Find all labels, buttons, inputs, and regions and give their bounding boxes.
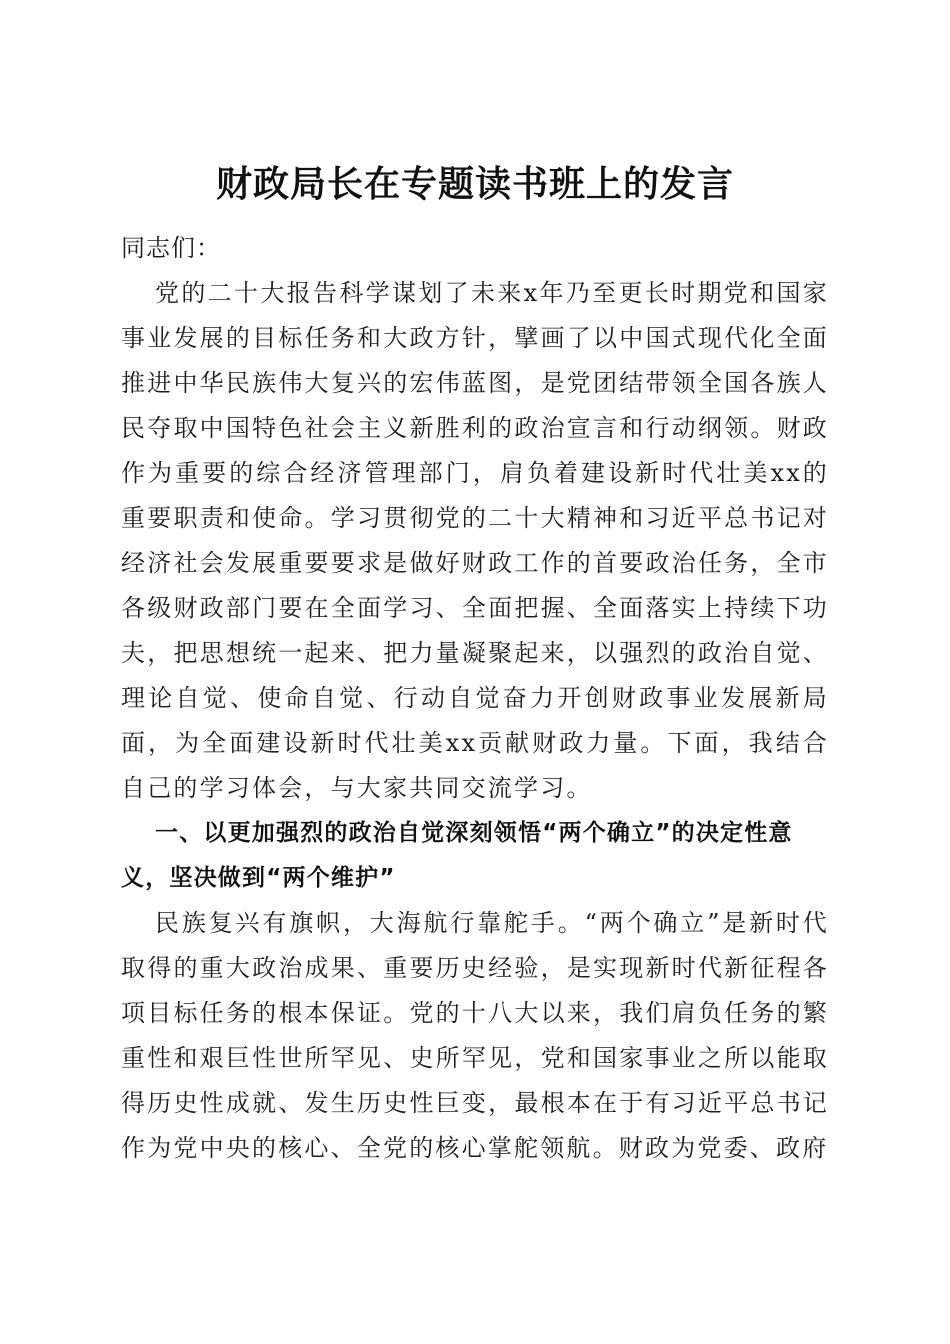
salutation: 同志们： (121, 234, 221, 262)
section-paragraph: 民族复兴有旗帜，大海航行靠舵手。“两个确立”是新时代取得的重大政治成果、重要历史经验，是实现新时代新征程各项目标任务的根本保证。党的十八大以来，我们肩负任务的繁重性和艰巨性世所罕见、史所罕见，党和国家事业之所以能取得历史性成就、发生历史性巨变，最根本在于有习近平总书记作为党中央的核心、全党的核心掌舵领航。财政为党委、政府 (121, 909, 829, 1162)
document-title: 财政局长在专题读书班上的发言 (215, 163, 734, 206)
document-body (121, 226, 829, 1171)
section-heading: 一、以更加强烈的政治自觉深刻领悟“两个确立”的决定性意义，坚决做到“两个维护” (121, 820, 793, 891)
intro-paragraph: 党的二十大报告科学谋划了未来x年乃至更长时期党和国家事业发展的目标任务和大政方针，擘画了以中国式现代化全面推进中华民族伟大复兴的宏伟蓝图，是党团结带领全国各族人民夺取中国特色社会主义新胜利的政治宣言和行动纲领。财政作为重要的综合经济管理部门，肩负着建设新时代壮美xx的重要职责和使命。学习贯彻党的二十大精神和习近平总书记对经济社会发展重要要求是做好财政工作的首要政治任务，全市各级财政部门要在全面学习、全面把握、全面落实上持续下功夫，把思想统一起来、把力量凝聚起来，以强烈的政治自觉、理论自觉、使命自觉、行动自觉奋力开创财政事业发展新局面，为全面建设新时代壮美xx贡献财政力量。下面，我结合自己的学习体会，与大家共同交流学习。 (121, 279, 829, 802)
